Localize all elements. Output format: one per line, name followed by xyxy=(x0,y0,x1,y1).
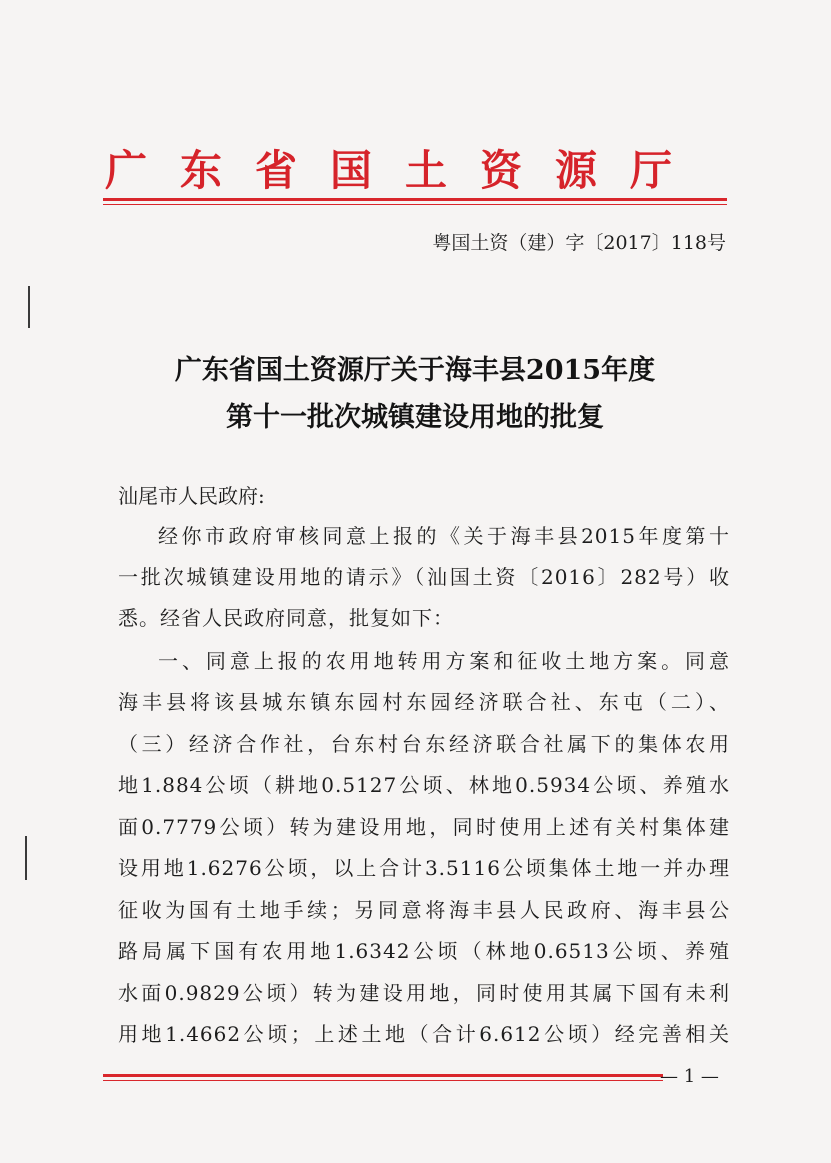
body-line: 征收为国有土地手续；另同意将海丰县人民政府、海丰县公 xyxy=(118,898,730,922)
binder-mark-top xyxy=(28,286,30,328)
header-red-rule-thick xyxy=(103,198,727,201)
issuing-office-header: 广东省国土资源厅 xyxy=(105,146,706,195)
body-line: 路局属下国有农用地1.6342公顷（林地0.6513公顷、养殖 xyxy=(118,939,730,963)
binder-mark-bottom xyxy=(25,836,27,880)
body-line: 地1.884公顷（耕地0.5127公顷、林地0.5934公顷、养殖水 xyxy=(118,773,730,797)
header-red-rule-thin xyxy=(103,204,727,205)
body-line: 海丰县将该县城东镇东园村东园经济联合社、东屯（二）、 xyxy=(118,690,730,714)
body-line: 悉。经省人民政府同意，批复如下： xyxy=(118,606,454,630)
addressee: 汕尾市人民政府: xyxy=(118,484,265,508)
body-line: （三）经济合作社，台东村台东经济联合社属下的集体农用 xyxy=(118,732,730,756)
page-number: — 1 — xyxy=(660,1066,719,1087)
document-number: 粤国土资（建）字〔2017〕118号 xyxy=(432,232,726,254)
footer-red-rule-thin xyxy=(103,1080,663,1081)
body-line: 面0.7779公顷）转为建设用地，同时使用上述有关村集体建 xyxy=(118,815,730,839)
body-line: 一批次城镇建设用地的请示》（汕国土资〔2016〕282号）收 xyxy=(118,565,730,589)
footer-red-rule-thick xyxy=(103,1074,663,1077)
document-title-line-2: 第十一批次城镇建设用地的批复 xyxy=(226,402,604,433)
body-line: 设用地1.6276公顷，以上合计3.5116公顷集体土地一并办理 xyxy=(118,856,730,880)
document-title-line-1: 广东省国土资源厅关于海丰县2015年度 xyxy=(174,355,656,386)
body-line: 一、同意上报的农用地转用方案和征收土地方案。同意 xyxy=(158,649,730,673)
body-line: 用地1.4662公顷；上述土地（合计6.612公顷）经完善相关 xyxy=(118,1022,730,1046)
body-line: 经你市政府审核同意上报的《关于海丰县2015年度第十 xyxy=(158,524,730,548)
body-line: 水面0.9829公顷）转为建设用地，同时使用其属下国有未利 xyxy=(118,981,730,1005)
